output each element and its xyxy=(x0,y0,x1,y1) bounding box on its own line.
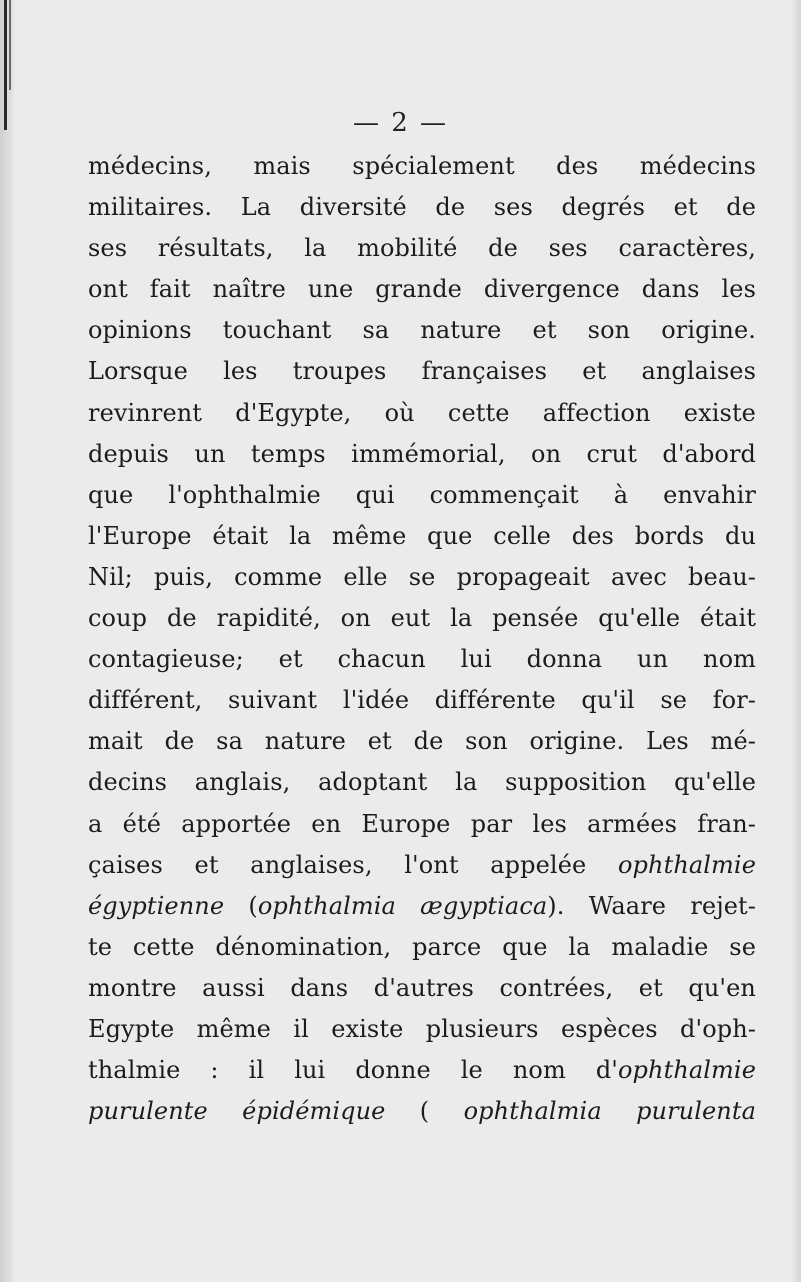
text-line xyxy=(88,187,756,228)
text-run: contagieuse; et chacun lui donna un nom xyxy=(88,645,756,674)
text-line xyxy=(88,886,756,927)
text-line xyxy=(88,475,756,516)
text-line xyxy=(88,393,756,434)
text-run: ont fait naître une grande divergence dans les xyxy=(88,275,756,304)
text-line xyxy=(88,927,756,968)
italic-text-run: ophthalmie xyxy=(618,850,756,879)
text-line xyxy=(88,598,756,639)
text-run: d' xyxy=(595,1056,618,1085)
text-run: ses résultats, la mobilité de ses caractères, xyxy=(88,234,756,263)
text-run: ( xyxy=(385,1097,464,1126)
italic-text-run: purulente épidémique xyxy=(88,1097,386,1126)
text-line xyxy=(88,639,756,680)
text-line xyxy=(88,269,756,310)
text-line xyxy=(88,968,756,1009)
text-line xyxy=(88,228,756,269)
text-run: médecins, mais spécialement des médecins xyxy=(88,152,756,180)
text-line xyxy=(88,1091,756,1132)
text-line xyxy=(88,1050,756,1091)
text-line xyxy=(88,557,756,598)
page-edge-right xyxy=(791,0,801,1282)
text-line xyxy=(88,516,756,557)
text-run: Lorsque les troupes françaises et anglaises xyxy=(88,357,756,386)
text-run: ). Waare rejet- xyxy=(547,891,756,920)
text-line xyxy=(88,762,756,803)
italic-text-run: égyptienne xyxy=(88,891,225,920)
text-line xyxy=(88,680,756,721)
text-run: çaises et anglaises, l'ont appelée xyxy=(88,850,618,879)
text-run: différent, suivant l'idée différente qu'il se for- xyxy=(88,686,756,715)
text-run: ( xyxy=(224,891,258,920)
text-run: l'Europe était la même que celle des bords du xyxy=(88,521,756,550)
text-run: militaires. La diversité de ses degrés et de xyxy=(88,193,756,222)
binding-mark-secondary xyxy=(9,0,11,90)
text-run: montre aussi dans d'autres contrées, et qu'en xyxy=(88,973,756,1002)
text-run: decins anglais, adoptant la supposition qu'elle xyxy=(88,768,756,797)
text-line xyxy=(88,310,756,351)
text-run: a été apportée en Europe par les armées fran- xyxy=(88,809,756,838)
text-run: mait de sa nature et de son origine. Les mé- xyxy=(88,727,756,756)
binding-edge xyxy=(0,0,14,1282)
text-run: que l'ophthalmie qui commençait à envahir xyxy=(88,480,756,509)
text-run: te cette dénomination, parce que la maladie se xyxy=(88,932,756,961)
text-run: Egypte même il existe plusieurs espèces d'oph- xyxy=(88,1014,756,1043)
text-line xyxy=(88,1009,756,1050)
text-line xyxy=(88,845,756,886)
italic-text-run: ophthalmia purulenta xyxy=(463,1097,757,1126)
text-line xyxy=(88,434,756,475)
text-run: thalmie : il lui donne le nom xyxy=(88,1056,596,1085)
page-number: — 2 — xyxy=(352,108,449,138)
italic-text-run: ophthalmia ægyptiaca xyxy=(257,891,548,920)
text-run: revinrent d'Egypte, où cette affection existe xyxy=(88,398,756,427)
body-text xyxy=(88,146,756,1132)
text-line xyxy=(88,146,756,187)
text-run: opinions touchant sa nature et son origine. xyxy=(88,316,756,345)
text-line xyxy=(88,351,756,392)
text-run: Nil; puis, comme elle se propageait avec beau- xyxy=(88,562,756,591)
text-run: depuis un temps immémorial, on crut d'abord xyxy=(88,439,756,468)
text-line xyxy=(88,804,756,845)
text-run: coup de rapidité, on eut la pensée qu'elle était xyxy=(88,604,756,633)
italic-text-run: ophthalmie xyxy=(618,1056,756,1085)
text-line xyxy=(88,721,756,762)
